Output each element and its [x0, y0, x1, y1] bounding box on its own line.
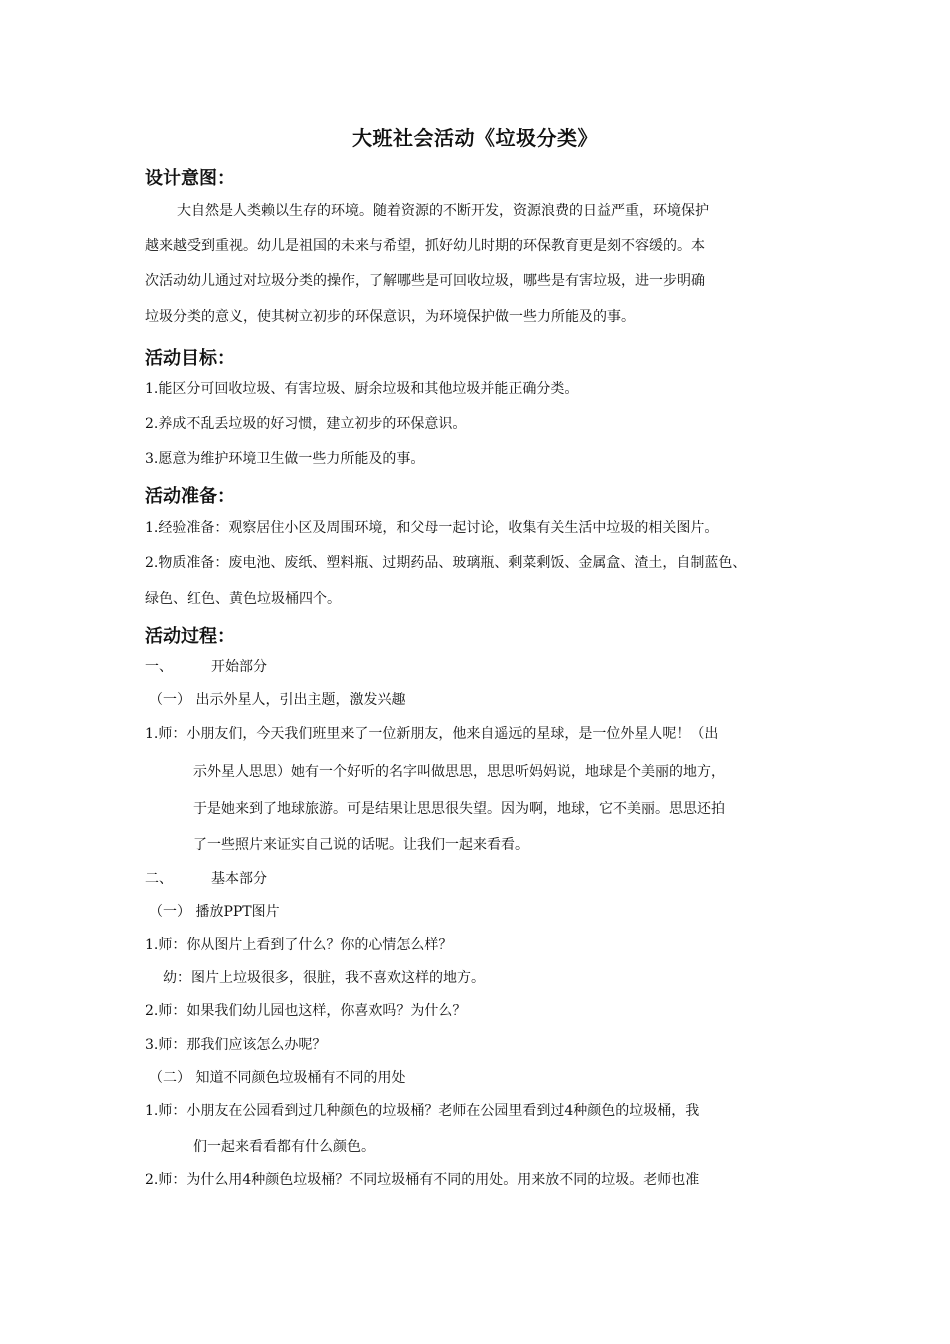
heading-prep: 活动准备： [145, 486, 235, 507]
process-line: 了一些照片来证实自己说的话呢。让我们一起来看看。 [193, 837, 529, 853]
section-heading: （一） 出示外星人，引出主题，激发兴趣 [149, 692, 406, 708]
part-number: 一、 [145, 659, 173, 675]
paragraph-line: 越来越受到重视。幼儿是祖国的未来与希望，抓好幼儿时期的环保教育更是刻不容缓的。本 [145, 238, 705, 254]
prep-line: 2.物质准备：废电池、废纸、塑料瓶、过期药品、玻璃瓶、剩菜剩饭、金属盒、渣土，自制蓝色、 [145, 555, 747, 571]
answer-line: 幼：图片上垃圾很多，很脏，我不喜欢这样的地方。 [163, 970, 485, 986]
goal-item: 2.养成不乱丢垃圾的好习惯，建立初步的环保意识。 [145, 416, 467, 432]
page-title: 大班社会活动《垃圾分类》 [352, 126, 598, 150]
question-line: 1.师：你从图片上看到了什么？你的心情怎么样？ [145, 937, 453, 953]
paragraph-line: 大自然是人类赖以生存的环境。随着资源的不断开发，资源浪费的日益严重，环境保护 [177, 203, 709, 219]
process-line: 1.师：小朋友们，今天我们班里来了一位新朋友，他来自遥远的星球，是一位外星人呢！（出 [145, 726, 719, 742]
paragraph-line: 次活动幼儿通过对垃圾分类的操作，了解哪些是可回收垃圾，哪些是有害垃圾，进一步明确 [145, 273, 705, 289]
process-line: 于是她来到了地球旅游。可是结果让思思很失望。因为啊，地球，它不美丽。思思还拍 [193, 801, 725, 817]
part-label: 基本部分 [211, 871, 267, 887]
section-heading: （一） 播放PPT图片 [149, 904, 280, 920]
part-label: 开始部分 [211, 659, 267, 675]
paragraph-line: 垃圾分类的意义，使其树立初步的环保意识，为环境保护做一些力所能及的事。 [145, 309, 635, 325]
process-line: 示外星人思思）她有一个好听的名字叫做思思，思思听妈妈说，地球是个美丽的地方， [193, 764, 725, 780]
section-heading: （二） 知道不同颜色垃圾桶有不同的用处 [149, 1070, 406, 1086]
part-heading [145, 869, 810, 889]
heading-process: 活动过程： [145, 626, 235, 647]
heading-design: 设计意图： [145, 168, 235, 189]
goal-item: 1.能区分可回收垃圾、有害垃圾、厨余垃圾和其他垃圾并能正确分类。 [145, 381, 579, 397]
prep-line: 绿色、红色、黄色垃圾桶四个。 [145, 591, 341, 607]
process-line: 们一起来看看都有什么颜色。 [193, 1139, 375, 1155]
prep-line: 1.经验准备：观察居住小区及周围环境，和父母一起讨论，收集有关生活中垃圾的相关图片。 [145, 520, 719, 536]
process-line: 1.师：小朋友在公园看到过几种颜色的垃圾桶？老师在公园里看到过4种颜色的垃圾桶，我 [145, 1103, 700, 1119]
heading-goals: 活动目标： [145, 348, 235, 369]
question-line: 3.师：那我们应该怎么办呢？ [145, 1037, 327, 1053]
part-heading [145, 657, 810, 677]
process-line: 2.师：为什么用4种颜色垃圾桶？不同垃圾桶有不同的用处。用来放不同的垃圾。老师也准 [145, 1172, 700, 1188]
question-line: 2.师：如果我们幼儿园也这样，你喜欢吗？为什么？ [145, 1003, 467, 1019]
part-number: 二、 [145, 871, 173, 887]
goal-item: 3.愿意为维护环境卫生做一些力所能及的事。 [145, 451, 425, 467]
